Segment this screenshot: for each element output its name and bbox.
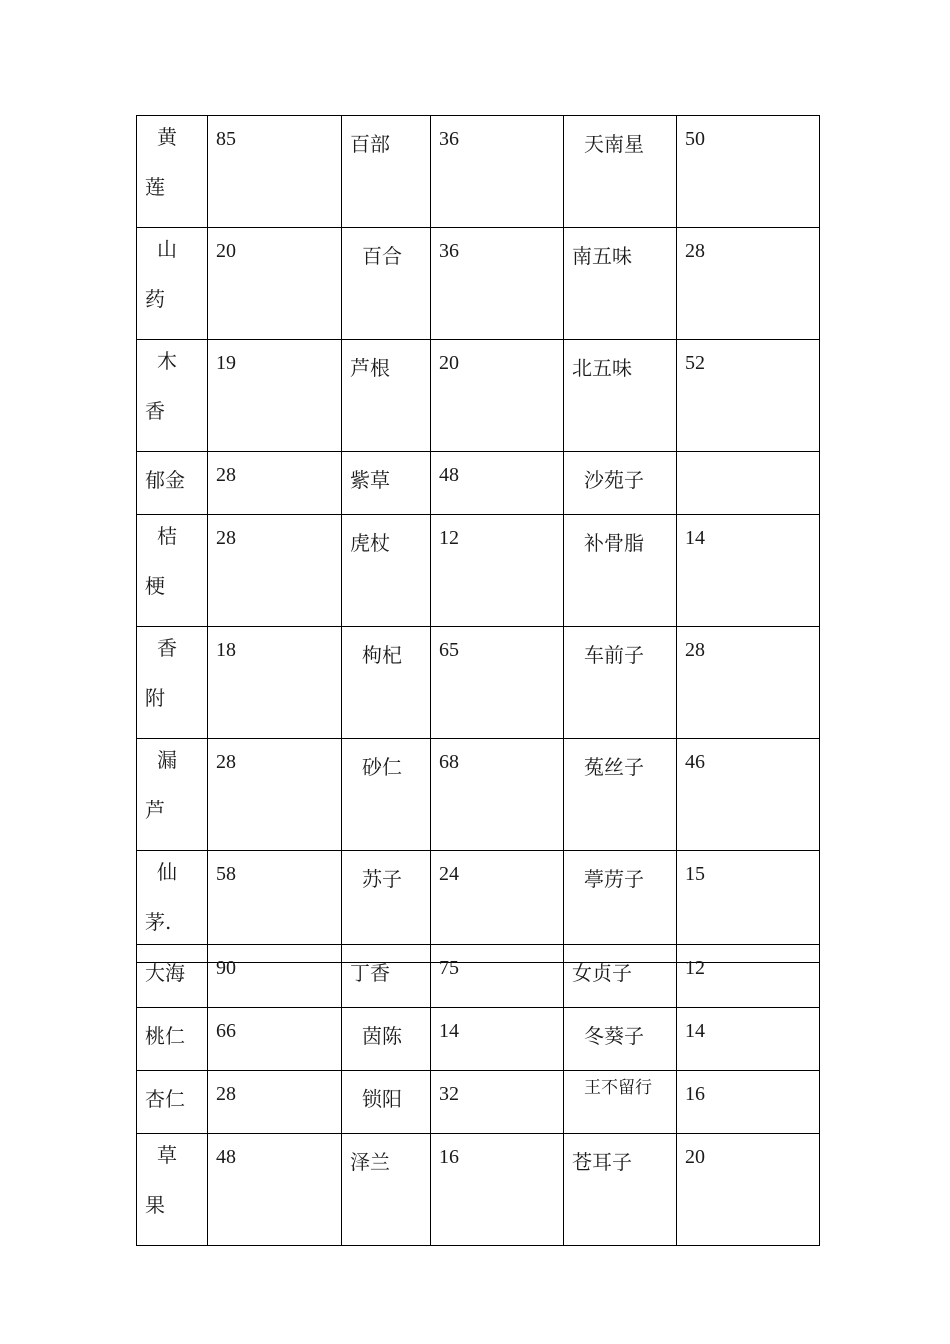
- table-row: [137, 1134, 820, 1246]
- herb-name-cell: 葶苈子: [564, 851, 677, 963]
- table-row: [137, 515, 820, 627]
- table-row: [137, 452, 820, 515]
- price-cell: 46: [677, 739, 820, 851]
- herb-name-cell: 虎杖: [342, 515, 431, 627]
- herb-name-part: 漏: [157, 748, 177, 772]
- price-cell: 14: [431, 1008, 564, 1071]
- price-cell: 50: [677, 116, 820, 228]
- price-cell: 14: [677, 515, 820, 627]
- herb-name-cell: 苏子: [342, 851, 431, 963]
- herb-name-cell: 百合: [342, 228, 431, 340]
- herb-name-part: 梗: [145, 574, 165, 598]
- table-row: [137, 116, 820, 228]
- herb-name-part: 草: [157, 1143, 177, 1167]
- price-cell: 28: [208, 739, 342, 851]
- price-cell: 52: [677, 340, 820, 452]
- price-cell: [677, 452, 820, 515]
- price-cell: 18: [208, 627, 342, 739]
- price-cell: 36: [431, 116, 564, 228]
- herb-name-cell: 芦根: [342, 340, 431, 452]
- herb-price-table-1: [136, 115, 820, 963]
- herb-name-cell: [137, 116, 208, 228]
- herb-name-cell: [137, 515, 208, 627]
- herb-name-part: 桔: [157, 524, 177, 548]
- price-cell: 12: [431, 515, 564, 627]
- herb-name-part: 香: [145, 399, 165, 423]
- herb-name: 桃仁: [145, 1024, 185, 1048]
- price-cell: 24: [431, 851, 564, 963]
- herb-name-cell: [137, 228, 208, 340]
- herb-name-cell: 北五味: [564, 340, 677, 452]
- herb-name-cell: 车前子: [564, 627, 677, 739]
- price-cell: 58: [208, 851, 342, 963]
- herb-name-cell: [137, 627, 208, 739]
- herb-name-cell: [137, 1008, 208, 1071]
- price-cell: 14: [677, 1008, 820, 1071]
- table-row: [137, 340, 820, 452]
- herb-name-cell: 天南星: [564, 116, 677, 228]
- price-cell: 20: [677, 1134, 820, 1246]
- price-cell: 90: [208, 945, 342, 1008]
- herb-name-cell: 苍耳子: [564, 1134, 677, 1246]
- herb-name-cell: [137, 452, 208, 515]
- price-cell: 68: [431, 739, 564, 851]
- herb-name-cell: 南五味: [564, 228, 677, 340]
- herb-name-cell: 冬葵子: [564, 1008, 677, 1071]
- price-cell: 20: [431, 340, 564, 452]
- price-cell: 28: [208, 452, 342, 515]
- herb-name-cell: 沙苑子: [564, 452, 677, 515]
- herb-name-cell: 王不留行: [564, 1071, 677, 1134]
- price-cell: 28: [208, 515, 342, 627]
- table-row: [137, 627, 820, 739]
- price-cell: 65: [431, 627, 564, 739]
- price-cell: 28: [677, 627, 820, 739]
- herb-name-cell: [137, 1134, 208, 1246]
- price-cell: 36: [431, 228, 564, 340]
- price-cell: 12: [677, 945, 820, 1008]
- herb-name-part: 香: [157, 636, 177, 660]
- price-cell: 19: [208, 340, 342, 452]
- price-cell: 28: [208, 1071, 342, 1134]
- price-cell: 85: [208, 116, 342, 228]
- price-cell: 75: [431, 945, 564, 1008]
- herb-name-cell: 茵陈: [342, 1008, 431, 1071]
- herb-name-cell: 泽兰: [342, 1134, 431, 1246]
- price-cell: 32: [431, 1071, 564, 1134]
- table-row: [137, 1071, 820, 1134]
- herb-price-table-2: [136, 944, 820, 1246]
- herb-name-cell: 丁香: [342, 945, 431, 1008]
- herb-name-cell: 百部: [342, 116, 431, 228]
- herb-name-part: 果: [145, 1193, 165, 1217]
- herb-name-cell: [137, 945, 208, 1008]
- herb-name-cell: 女贞子: [564, 945, 677, 1008]
- herb-name-part: 茅.: [145, 910, 172, 934]
- herb-name-part: 莲: [145, 175, 165, 199]
- price-cell: 28: [677, 228, 820, 340]
- herb-name-cell: [137, 1071, 208, 1134]
- herb-name-part: 木: [157, 349, 177, 373]
- herb-name: 大海: [145, 961, 185, 985]
- herb-name-cell: 锁阳: [342, 1071, 431, 1134]
- table-row: [137, 945, 820, 1008]
- price-cell: 16: [677, 1071, 820, 1134]
- herb-name: 郁金: [145, 468, 185, 492]
- price-cell: 48: [431, 452, 564, 515]
- herb-name-part: 山: [157, 237, 177, 261]
- herb-name-part: 黄: [157, 125, 177, 149]
- herb-name-cell: 菟丝子: [564, 739, 677, 851]
- herb-name-cell: [137, 340, 208, 452]
- herb-name-cell: 枸杞: [342, 627, 431, 739]
- table-1-body: [137, 116, 820, 963]
- herb-name-cell: 砂仁: [342, 739, 431, 851]
- price-cell: 15: [677, 851, 820, 963]
- herb-name-part: 仙: [157, 860, 177, 884]
- table-2-body: [137, 945, 820, 1246]
- herb-name-part: 附: [145, 686, 165, 710]
- herb-name-part: 芦: [145, 798, 165, 822]
- herb-name: 杏仁: [145, 1087, 185, 1111]
- table-row: [137, 739, 820, 851]
- price-cell: 16: [431, 1134, 564, 1246]
- price-cell: 66: [208, 1008, 342, 1071]
- herb-name-cell: 补骨脂: [564, 515, 677, 627]
- table-row: [137, 1008, 820, 1071]
- herb-name-cell: 紫草: [342, 452, 431, 515]
- herb-name-part: 药: [145, 287, 165, 311]
- table-row: [137, 228, 820, 340]
- price-cell: 20: [208, 228, 342, 340]
- herb-name-cell: [137, 739, 208, 851]
- price-cell: 48: [208, 1134, 342, 1246]
